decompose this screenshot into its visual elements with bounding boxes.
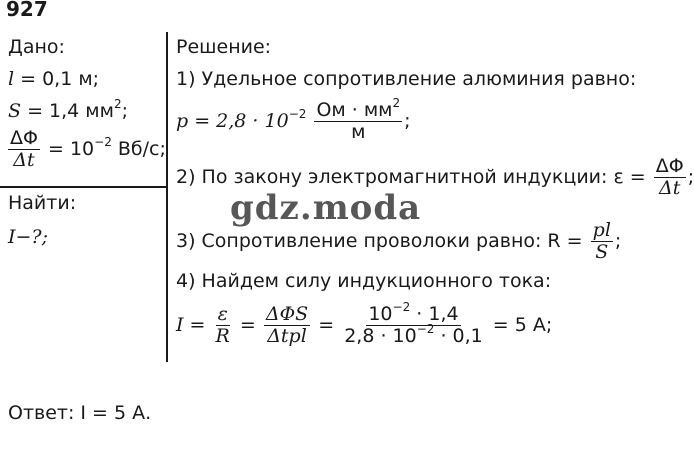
step2-tail: ; <box>687 165 694 188</box>
given-length-value: = 0,1 м; <box>14 68 100 90</box>
given-length-var: l <box>8 68 15 90</box>
final-f3-num-text: 10 <box>368 303 393 325</box>
column-separator <box>166 32 168 362</box>
given-area <box>8 97 128 122</box>
final-f2-num: ΔΦS <box>265 303 309 325</box>
final-f3-num <box>366 300 460 326</box>
watermark-logo: gdz.moda <box>230 188 422 228</box>
given-flux-sup: −2 <box>94 134 112 149</box>
final-f3-den-tail: · 0,1 <box>434 324 483 347</box>
step2-text: 2) По закону электромагнитной индукции: ε = <box>176 165 646 188</box>
given-flux-num: ΔΦ <box>10 127 38 149</box>
problem-number: 927 <box>6 0 48 21</box>
solution-step4: 4) Найдем силу индукционного тока: <box>176 270 552 292</box>
final-f3-den-text: 2,8 · 10 <box>344 324 417 347</box>
step3-den: S <box>595 240 609 263</box>
solution-step1: 1) Удельное сопротивление алюминия равно: <box>176 68 637 90</box>
find-line: I−?; <box>8 226 49 248</box>
answer-line: Ответ: I = 5 А. <box>8 402 152 424</box>
given-area-tail: ; <box>121 100 128 122</box>
final-f2-den: Δtpl <box>267 324 307 347</box>
solution-final <box>176 300 553 347</box>
final-frac2 <box>264 304 310 347</box>
rho-frac-num <box>314 96 402 122</box>
rho-frac-den: м <box>351 120 366 143</box>
given-flux-den: Δt <box>13 148 35 171</box>
step2-den: Δt <box>659 176 681 199</box>
given-area-sup: 2 <box>113 97 122 111</box>
final-frac1 <box>214 304 232 347</box>
step3-fraction <box>591 220 613 263</box>
final-eq1: = <box>239 313 256 336</box>
given-flux-tail: Вб/с; <box>111 137 166 160</box>
rho-frac-num-sup: 2 <box>392 96 401 110</box>
final-f3-den-sup: −2 <box>416 321 435 336</box>
given-area-value: = 1,4 мм <box>21 100 114 122</box>
given-header: Дано: <box>8 36 65 58</box>
step2-num: ΔΦ <box>655 155 684 177</box>
final-lhs: I = <box>176 313 206 336</box>
step3-num: pl <box>592 219 611 241</box>
given-divider <box>0 186 166 188</box>
given-flux-fraction <box>8 128 40 171</box>
given-flux-eq: = 10 <box>41 137 95 160</box>
given-length <box>8 68 99 90</box>
given-area-var: S <box>8 100 22 122</box>
given-flux <box>6 128 166 171</box>
rho-sup: −2 <box>288 106 307 121</box>
step3-text: 3) Сопротивление проволоки равно: R = <box>176 229 583 252</box>
step3-tail: ; <box>614 229 622 252</box>
final-f3-num-tail: · 1,4 <box>410 303 459 325</box>
final-f3-num-sup: −2 <box>392 300 411 314</box>
final-f1-den: R <box>215 324 230 347</box>
rho-left: p = 2,8 · 10 <box>176 109 289 132</box>
solution-rho <box>176 96 411 143</box>
solution-header: Решение: <box>176 36 272 58</box>
rho-frac-num-text: Ом · мм <box>316 99 393 121</box>
find-header: Найти: <box>8 192 77 214</box>
final-f1-num: ε <box>217 303 228 325</box>
final-eq2: = <box>318 313 335 336</box>
rho-tail: ; <box>404 109 411 132</box>
rho-fraction <box>314 96 402 143</box>
final-f3-den <box>342 321 485 347</box>
final-result: = 5 А; <box>492 313 553 336</box>
final-frac3 <box>342 300 485 347</box>
step2-fraction <box>654 156 686 199</box>
